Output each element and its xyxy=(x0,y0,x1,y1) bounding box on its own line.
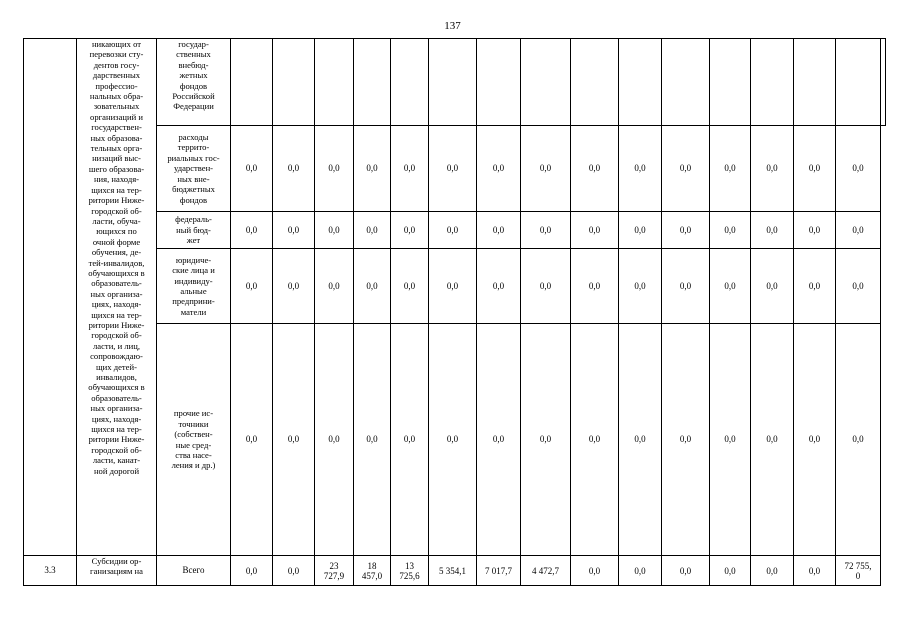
text-line: ния, находя- xyxy=(93,174,140,185)
value-cell: 0,0 xyxy=(429,324,477,556)
text-line: ства насе- xyxy=(175,449,212,460)
text-line: предприни- xyxy=(172,296,215,307)
value-cell: 0,0 xyxy=(315,212,354,249)
text-line: инвалидов, xyxy=(96,372,137,382)
total-value-cell xyxy=(751,556,794,586)
value-cell: 0,0 xyxy=(571,249,619,324)
text-line: прочие ис- xyxy=(173,408,214,419)
text-line: 727,9 xyxy=(323,570,345,581)
value-cell: 0,0 xyxy=(521,126,571,212)
value-cell: 0,0 xyxy=(477,324,521,556)
text-line: 7 017,7 xyxy=(485,565,512,576)
text-line: щихся на тер- xyxy=(91,309,142,320)
text-line: ных образова- xyxy=(90,132,143,143)
text-line: ных организа- xyxy=(90,403,143,414)
text-line: профессио- xyxy=(95,80,138,91)
text-line: риальных гос- xyxy=(167,152,220,163)
total-value-cell xyxy=(836,556,881,586)
text-line: ударствен- xyxy=(173,163,214,174)
text-line: жетных xyxy=(179,70,208,81)
value-cell xyxy=(751,39,794,126)
funding-source-total: Всего xyxy=(157,556,231,586)
total-value-cell xyxy=(273,556,315,586)
value-cell: 0,0 xyxy=(354,212,391,249)
value-cell xyxy=(315,39,354,126)
text-line: ственных xyxy=(176,49,211,60)
value-cell xyxy=(231,39,273,126)
value-cell xyxy=(571,39,619,126)
value-cell: 0,0 xyxy=(751,126,794,212)
text-line: городской об- xyxy=(91,205,142,216)
value-cell xyxy=(662,39,710,126)
text-line: 13 xyxy=(405,560,414,571)
row-number: 3.3 xyxy=(24,556,77,586)
value-cell: 0,0 xyxy=(354,126,391,212)
text-line: дентов госу- xyxy=(93,59,140,70)
value-cell: 0,0 xyxy=(429,249,477,324)
value-cell: 0,0 xyxy=(794,249,836,324)
value-cell: 0,0 xyxy=(751,249,794,324)
value-cell: 0,0 xyxy=(619,126,662,212)
total-value-cell xyxy=(794,556,836,586)
text-line: ный бюд- xyxy=(176,224,211,235)
text-line: ские лица и xyxy=(172,265,215,276)
text-line: федераль- xyxy=(175,214,212,225)
text-line: тей-инвалидов, xyxy=(88,257,145,268)
value-cell: 0,0 xyxy=(391,212,429,249)
value-cell xyxy=(521,39,571,126)
total-value-cell xyxy=(477,556,521,586)
value-cell xyxy=(836,39,881,126)
value-cell: 0,0 xyxy=(231,324,273,556)
value-cell: 0,0 xyxy=(662,249,710,324)
funding-source xyxy=(157,324,231,556)
value-cell xyxy=(710,39,751,126)
value-cell: 0,0 xyxy=(836,249,881,324)
value-cell xyxy=(429,39,477,126)
value-cell: 0,0 xyxy=(391,324,429,556)
value-cell: 0,0 xyxy=(354,249,391,324)
value-cell: 0,0 xyxy=(619,249,662,324)
budget-table xyxy=(23,38,886,586)
text-line: ритории Ниже- xyxy=(88,434,145,445)
value-cell xyxy=(273,39,315,126)
text-line: 0,0 xyxy=(245,565,258,576)
value-cell: 0,0 xyxy=(315,324,354,556)
text-line: тельных орга- xyxy=(90,143,143,154)
text-line: (собствен- xyxy=(174,429,213,440)
value-cell xyxy=(619,39,662,126)
text-line: ных вне- xyxy=(177,173,210,184)
text-line: 18 xyxy=(367,560,377,571)
text-line: Федерации xyxy=(173,101,214,112)
text-line: нальных обра- xyxy=(89,91,144,102)
value-cell: 0,0 xyxy=(477,126,521,212)
text-line: Российской xyxy=(172,91,215,102)
value-cell: 0,0 xyxy=(521,324,571,556)
text-line: 0,0 xyxy=(634,565,646,576)
text-line: фондов xyxy=(179,194,208,205)
text-line: фондов xyxy=(179,80,208,91)
text-line: циях, находя- xyxy=(91,299,142,310)
total-value-cell xyxy=(521,556,571,586)
table-body xyxy=(24,39,886,586)
text-line: очной форме xyxy=(92,236,141,247)
text-line: ласти, обуча- xyxy=(92,215,141,226)
text-line: обучающихся в xyxy=(88,267,145,278)
text-line: ритории Ниже- xyxy=(88,195,145,206)
value-cell: 0,0 xyxy=(231,126,273,212)
text-line: перевозки сту- xyxy=(89,49,144,60)
text-line: организаций и xyxy=(90,111,143,122)
page-number: 137 xyxy=(444,20,461,32)
text-line: циях, находя- xyxy=(91,413,142,424)
value-cell: 0,0 xyxy=(571,126,619,212)
text-line: обучения, де- xyxy=(91,247,142,258)
value-cell: 0,0 xyxy=(477,212,521,249)
value-cell: 0,0 xyxy=(836,126,881,212)
text-line: 0,0 xyxy=(588,565,601,576)
value-cell: 0,0 xyxy=(391,249,429,324)
value-cell: 0,0 xyxy=(391,126,429,212)
text-line: образователь- xyxy=(91,278,142,289)
total-value-cell xyxy=(571,556,619,586)
text-line: городской об- xyxy=(91,444,142,455)
row-number-cell xyxy=(24,39,77,556)
value-cell: 0,0 xyxy=(710,324,751,556)
text-line: 0,0 xyxy=(724,565,736,576)
total-value-cell xyxy=(710,556,751,586)
text-line: индивиду- xyxy=(174,275,213,286)
value-cell: 0,0 xyxy=(429,212,477,249)
value-cell: 0,0 xyxy=(571,324,619,556)
measure-description xyxy=(77,39,157,556)
text-line: 457,0 xyxy=(361,570,383,581)
text-line: 4 472,7 xyxy=(532,565,559,576)
value-cell: 0,0 xyxy=(710,249,751,324)
text-line: 0 xyxy=(855,570,861,581)
value-cell: 0,0 xyxy=(231,212,273,249)
text-line: городской об- xyxy=(91,330,142,341)
text-line: образователь- xyxy=(91,392,142,403)
text-line: ной дорогой xyxy=(93,465,140,476)
value-cell: 0,0 xyxy=(521,212,571,249)
text-line: 5 354,1 xyxy=(439,565,466,576)
value-cell: 0,0 xyxy=(662,126,710,212)
text-line: дарственных xyxy=(92,70,141,81)
value-cell: 0,0 xyxy=(619,212,662,249)
total-value-cell xyxy=(619,556,662,586)
table-row-total xyxy=(24,556,886,586)
text-line: 0,0 xyxy=(808,565,821,576)
text-line: низаций выс- xyxy=(92,153,141,164)
value-cell: 0,0 xyxy=(836,212,881,249)
value-cell xyxy=(391,39,429,126)
funding-source xyxy=(157,249,231,324)
text-line: никающих от xyxy=(91,39,142,49)
text-line: ритории Ниже- xyxy=(88,319,145,330)
value-cell: 0,0 xyxy=(836,324,881,556)
text-line: ганизациям на xyxy=(90,566,143,577)
value-cell: 0,0 xyxy=(710,212,751,249)
text-line: юридиче- xyxy=(175,254,212,265)
text-line: щих детей- xyxy=(96,361,137,372)
text-line: щихся на тер- xyxy=(91,184,142,195)
text-line: государствен- xyxy=(91,122,142,133)
value-cell xyxy=(477,39,521,126)
value-cell: 0,0 xyxy=(521,249,571,324)
text-line: сопровождаю- xyxy=(90,351,143,362)
total-value-cell xyxy=(429,556,477,586)
total-value-cell xyxy=(315,556,354,586)
text-line: ющихся по xyxy=(96,226,137,237)
value-cell: 0,0 xyxy=(273,212,315,249)
text-line: 0,0 xyxy=(679,565,692,576)
text-line: точники xyxy=(178,418,209,429)
text-line: государ- xyxy=(178,39,209,49)
text-line: 725,6 xyxy=(399,570,420,581)
total-value-cell xyxy=(662,556,710,586)
value-cell: 0,0 xyxy=(354,324,391,556)
value-cell: 0,0 xyxy=(710,126,751,212)
text-line: обучающихся в xyxy=(88,382,145,393)
text-line: ные сред- xyxy=(175,439,212,450)
value-cell: 0,0 xyxy=(571,212,619,249)
value-cell: 0,0 xyxy=(477,249,521,324)
text-line: альные xyxy=(180,286,207,296)
value-cell xyxy=(354,39,391,126)
value-cell: 0,0 xyxy=(315,126,354,212)
value-cell: 0,0 xyxy=(315,249,354,324)
text-line: Субсидии ор- xyxy=(91,556,142,566)
text-line: бюджетных xyxy=(172,184,215,195)
funding-source xyxy=(157,126,231,212)
value-cell xyxy=(794,39,836,126)
value-cell: 0,0 xyxy=(273,249,315,324)
text-line: щихся на тер- xyxy=(91,424,142,435)
text-line: внебюд- xyxy=(178,59,209,70)
measure-name xyxy=(77,556,157,586)
funding-source xyxy=(157,212,231,249)
value-cell: 0,0 xyxy=(794,126,836,212)
value-cell: 0,0 xyxy=(429,126,477,212)
text-line: террито- xyxy=(177,142,210,153)
value-cell: 0,0 xyxy=(231,249,273,324)
text-line: шего образова- xyxy=(88,163,145,174)
text-line: жет xyxy=(186,235,201,246)
text-line: 72 755, xyxy=(844,560,872,571)
value-cell: 0,0 xyxy=(273,126,315,212)
funding-source xyxy=(157,39,231,126)
text-line: 0,0 xyxy=(287,565,300,576)
value-cell: 0,0 xyxy=(662,324,710,556)
text-line: зовательных xyxy=(93,101,140,112)
text-line: ласти, и лиц, xyxy=(93,340,140,351)
value-cell: 0,0 xyxy=(794,324,836,556)
value-cell: 0,0 xyxy=(662,212,710,249)
table-row xyxy=(24,39,886,126)
text-line: ласти, канат- xyxy=(92,455,141,466)
text-line: 23 xyxy=(329,560,339,571)
total-value-cell xyxy=(231,556,273,586)
value-cell: 0,0 xyxy=(273,324,315,556)
text-line: матели xyxy=(180,306,207,317)
text-line: 0,0 xyxy=(766,565,778,576)
value-cell: 0,0 xyxy=(794,212,836,249)
value-cell: 0,0 xyxy=(751,212,794,249)
value-cell: 0,0 xyxy=(619,324,662,556)
text-line: ных организа- xyxy=(90,288,143,299)
value-cell: 0,0 xyxy=(751,324,794,556)
text-line: расходы xyxy=(178,132,209,143)
text-line: ления и др.) xyxy=(171,460,216,471)
total-value-cell xyxy=(391,556,429,586)
value-cell xyxy=(881,39,886,126)
total-value-cell xyxy=(354,556,391,586)
